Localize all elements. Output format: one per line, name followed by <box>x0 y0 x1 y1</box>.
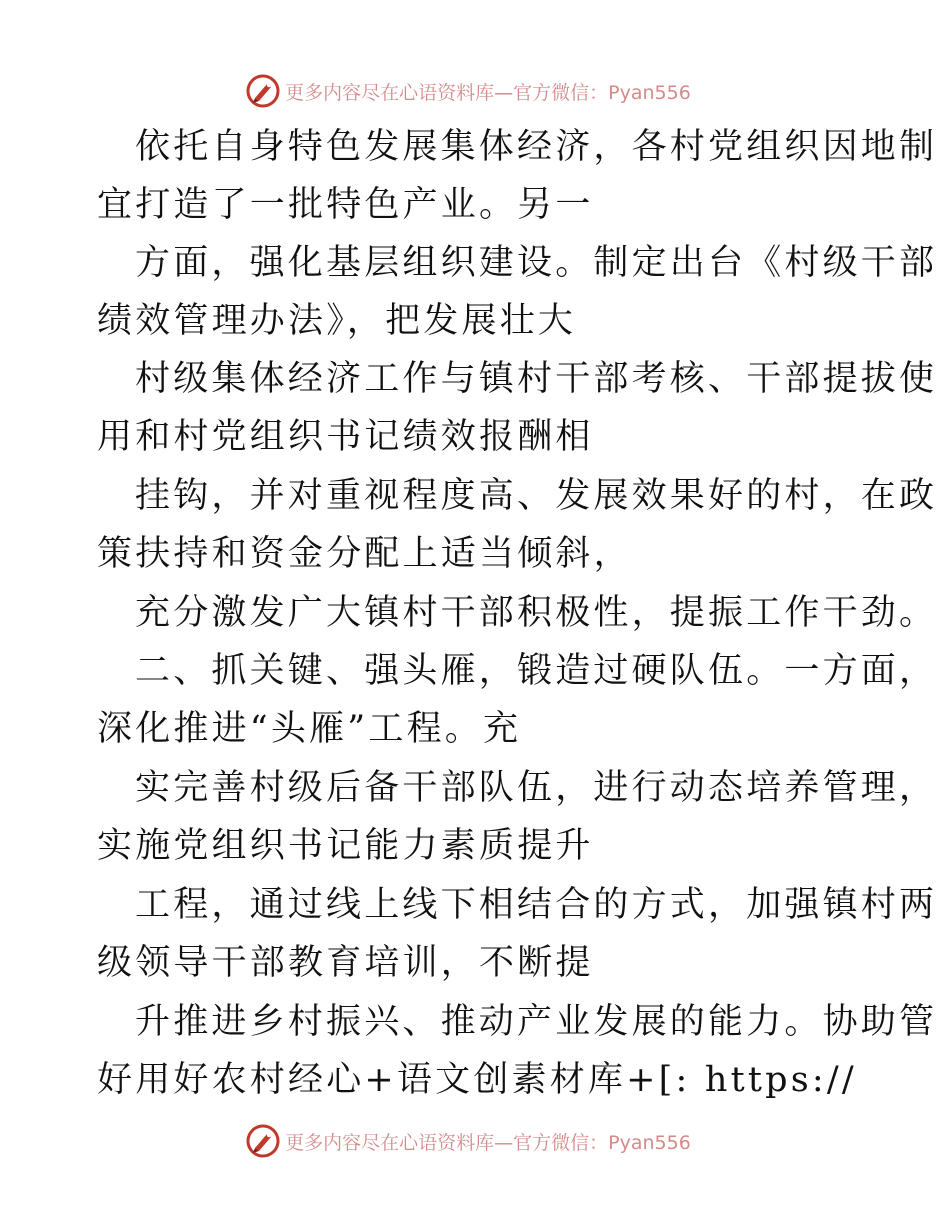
watermark-text: 更多内容尽在心语资料库—官方微信：Pyan556 <box>285 81 691 104</box>
paragraph-line: 村级集体经济工作与镇村干部考核、干部提拔使 <box>135 359 938 399</box>
paragraph-line: 升推进乡村振兴、推动产业发展的能力。协助管 <box>135 1002 938 1042</box>
paragraph-line: 好用好农村经心+语文创素材库+[: https:// <box>97 1060 857 1100</box>
paragraph-line: 二、抓关键、强头雁，锻造过硬队伍。一方面， <box>135 651 938 691</box>
paragraph-line: 方面，强化基层组织建设。制定出台《村级干部 <box>135 243 938 283</box>
paragraph-line: 工程，通过线上线下相结合的方式，加强镇村两 <box>135 885 938 925</box>
pen-seal-logo-icon <box>245 73 281 109</box>
header-watermark-banner <box>0 71 950 111</box>
paragraph-line: 深化推进“头雁”工程。充 <box>97 709 522 749</box>
paragraph-line: 策扶持和资金分配上适当倾斜， <box>97 534 632 574</box>
paragraph-line: 用和村党组织书记绩效报酬相 <box>97 417 594 457</box>
paragraph-line: 绩效管理办法》，把发展壮大 <box>97 301 577 341</box>
header-watermark-group <box>245 73 691 109</box>
footer-watermark-group <box>245 1123 691 1159</box>
paragraph-line: 充分激发广大镇村干部积极性，提振工作干劲。 <box>135 593 938 633</box>
paragraph-line: 挂钩，并对重视程度高、发展效果好的村，在政 <box>135 476 938 516</box>
paragraph-line: 实施党组织书记能力素质提升 <box>97 826 594 866</box>
paragraph-line: 实完善村级后备干部队伍，进行动态培养管理， <box>135 768 938 808</box>
watermark-text: 更多内容尽在心语资料库—官方微信：Pyan556 <box>285 1131 691 1154</box>
paragraph-line: 级领导干部教育培训，不断提 <box>97 943 594 983</box>
paragraph-line: 宜打造了一批特色产业。另一 <box>97 185 594 225</box>
paragraph-line: 依托自身特色发展集体经济，各村党组织因地制 <box>135 127 938 167</box>
pen-seal-logo-icon <box>245 1123 281 1159</box>
footer-watermark-banner <box>0 1121 950 1161</box>
